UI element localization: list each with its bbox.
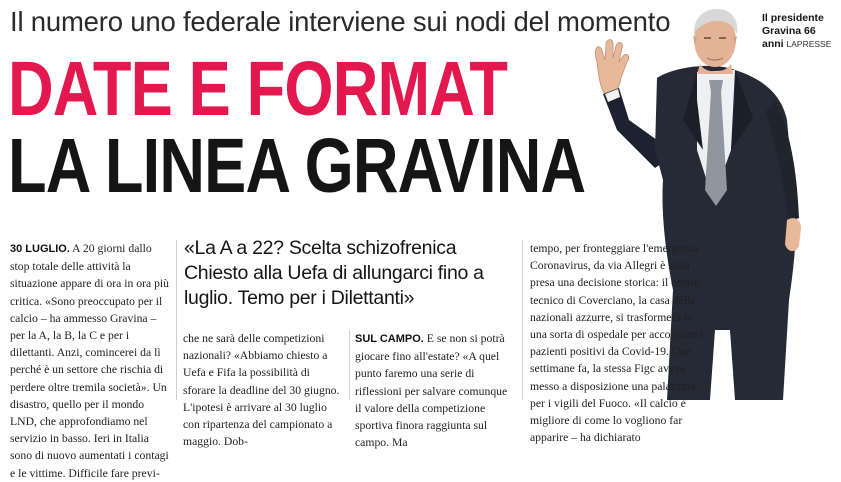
pull-quote: «La A a 22? Scelta schizofrenica Chiesto alla Uefa di allungarci fino a luglio. Temo per i Dilettanti» (184, 237, 484, 309)
caption-text: Il presidente Gravina 66 anni (762, 12, 824, 50)
column-4-text: tempo, per fronteggiare l'emergenza Coronavirus, da via Allegri è stata presa una decisione storica: il centro tecnico di Coverciano, la casa delle nazionali azzurre, si trasformerà in una sorta di ospedale per accogliere i pazienti positivi da Covid-19. Due settimane fa, la stessa Figc aveva messo a disposizione una palazzina per i vigili del Fuoco. «Il calcio è migliore di come lo vogliono far apparire – ha dichiarato (530, 242, 704, 445)
column-2-text: che ne sarà delle competizioni nazionali? «Abbiamo chiesto a Uefa e Fifa la possibilità di sforare la deadline del 30 giugno. L'ipotesi è arrivare al 30 luglio con ripartenza del campionato a maggio. Dob- (183, 332, 340, 449)
article-column-2 (183, 330, 343, 450)
column-divider (349, 330, 350, 400)
column-divider (522, 240, 523, 400)
headline-line-2: LA LINEA GRAVINA (8, 123, 586, 209)
headline-line-1: DATE E FORMAT (8, 46, 508, 132)
lead-sul-campo: SUL CAMPO. (355, 333, 424, 345)
column-1-text: A 20 giorni dallo stop totale delle attività la situazione appare di ora in ora più critica. «Sono preoccupato per il calcio – ha ammesso Gravina – per la A, la B, la C e per i dilettanti. Anzi, comincerei da lì perché è un settore che rischia di perdere oltre tremila società». Un disastro, quello per il mondo LND, che approfondiamo nel servizio in basso. Ieri in Italia sono di nuovo aumentati i contagi e le vittime. Difficile fare previ- (10, 242, 170, 480)
photo-credit: LAPRESSE (786, 39, 832, 49)
column-divider (176, 240, 177, 400)
article-column-3 (355, 330, 515, 451)
column-3-text: E se non si potrà giocare fino all'estate? «A quel punto faremo una serie di riflessioni per salvare comunque il valore della competizione sportiva finora raggiunta sul campo. Ma (355, 332, 508, 450)
lead-date: 30 LUGLIO. (10, 243, 70, 255)
photo-caption (762, 12, 840, 51)
article-column-4 (530, 240, 708, 446)
article-column-1 (10, 240, 172, 482)
raised-hand (595, 40, 628, 97)
kicker: Il numero uno federale interviene sui nodi del momento (10, 6, 671, 37)
right-hand (785, 218, 801, 251)
